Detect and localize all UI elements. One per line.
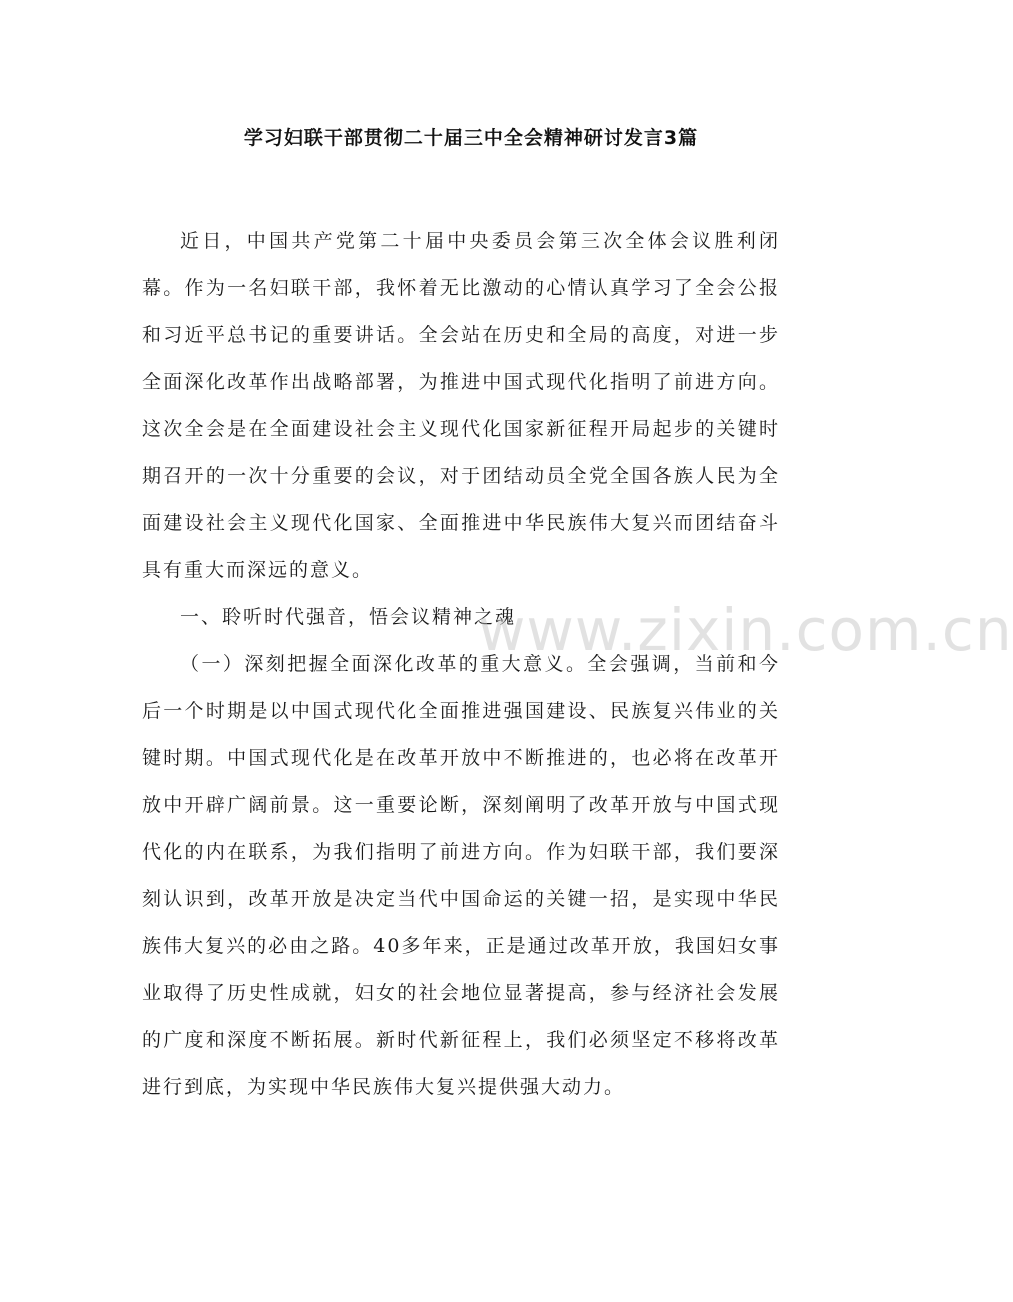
watermark-text: www.zixin.com.cn (478, 596, 1013, 664)
intro-paragraph: 近日，中国共产党第二十届中央委员会第三次全体会议胜利闭幕。作为一名妇联干部，我怀着无比激动的心情认真学习了全会公报和习近平总书记的重要讲话。全会站在历史和全局的高度，对进一步全面深化改革作出战略部署，为推进中国式现代化指明了前进方向。这次全会是在全面建设社会主义现代化国家新征程开局起步的关键时期召开的一次十分重要的会议，对于团结动员全党全国各族人民为全面建设社会主义现代化国家、全面推进中华民族伟大复兴而团结奋斗具有重大而深远的意义。 (142, 230, 780, 581)
document-title: 学习妇联干部贯彻二十届三中全会精神研讨发言3篇 (243, 127, 699, 149)
section-heading: 一、聆听时代强音，悟会议精神之魂 (180, 606, 517, 628)
body-paragraph: （一）深刻把握全面深化改革的重大意义。全会强调，当前和今后一个时期是以中国式现代化全面推进强国建设、民族复兴伟业的关键时期。中国式现代化是在改革开放中不断推进的，也必将在改革开放中开辟广阔前景。这一重要论断，深刻阐明了改革开放与中国式现代化的内在联系，为我们指明了前进方向。作为妇联干部，我们要深刻认识到，改革开放是决定当代中国命运的关键一招，是实现中华民族伟大复兴的必由之路。40多年来，正是通过改革开放，我国妇女事业取得了历史性成就，妇女的社会地位显著提高，参与经济社会发展的广度和深度不断拓展。新时代新征程上，我们必须坚定不移将改革进行到底，为实现中华民族伟大复兴提供强大动力。 (142, 653, 780, 1098)
